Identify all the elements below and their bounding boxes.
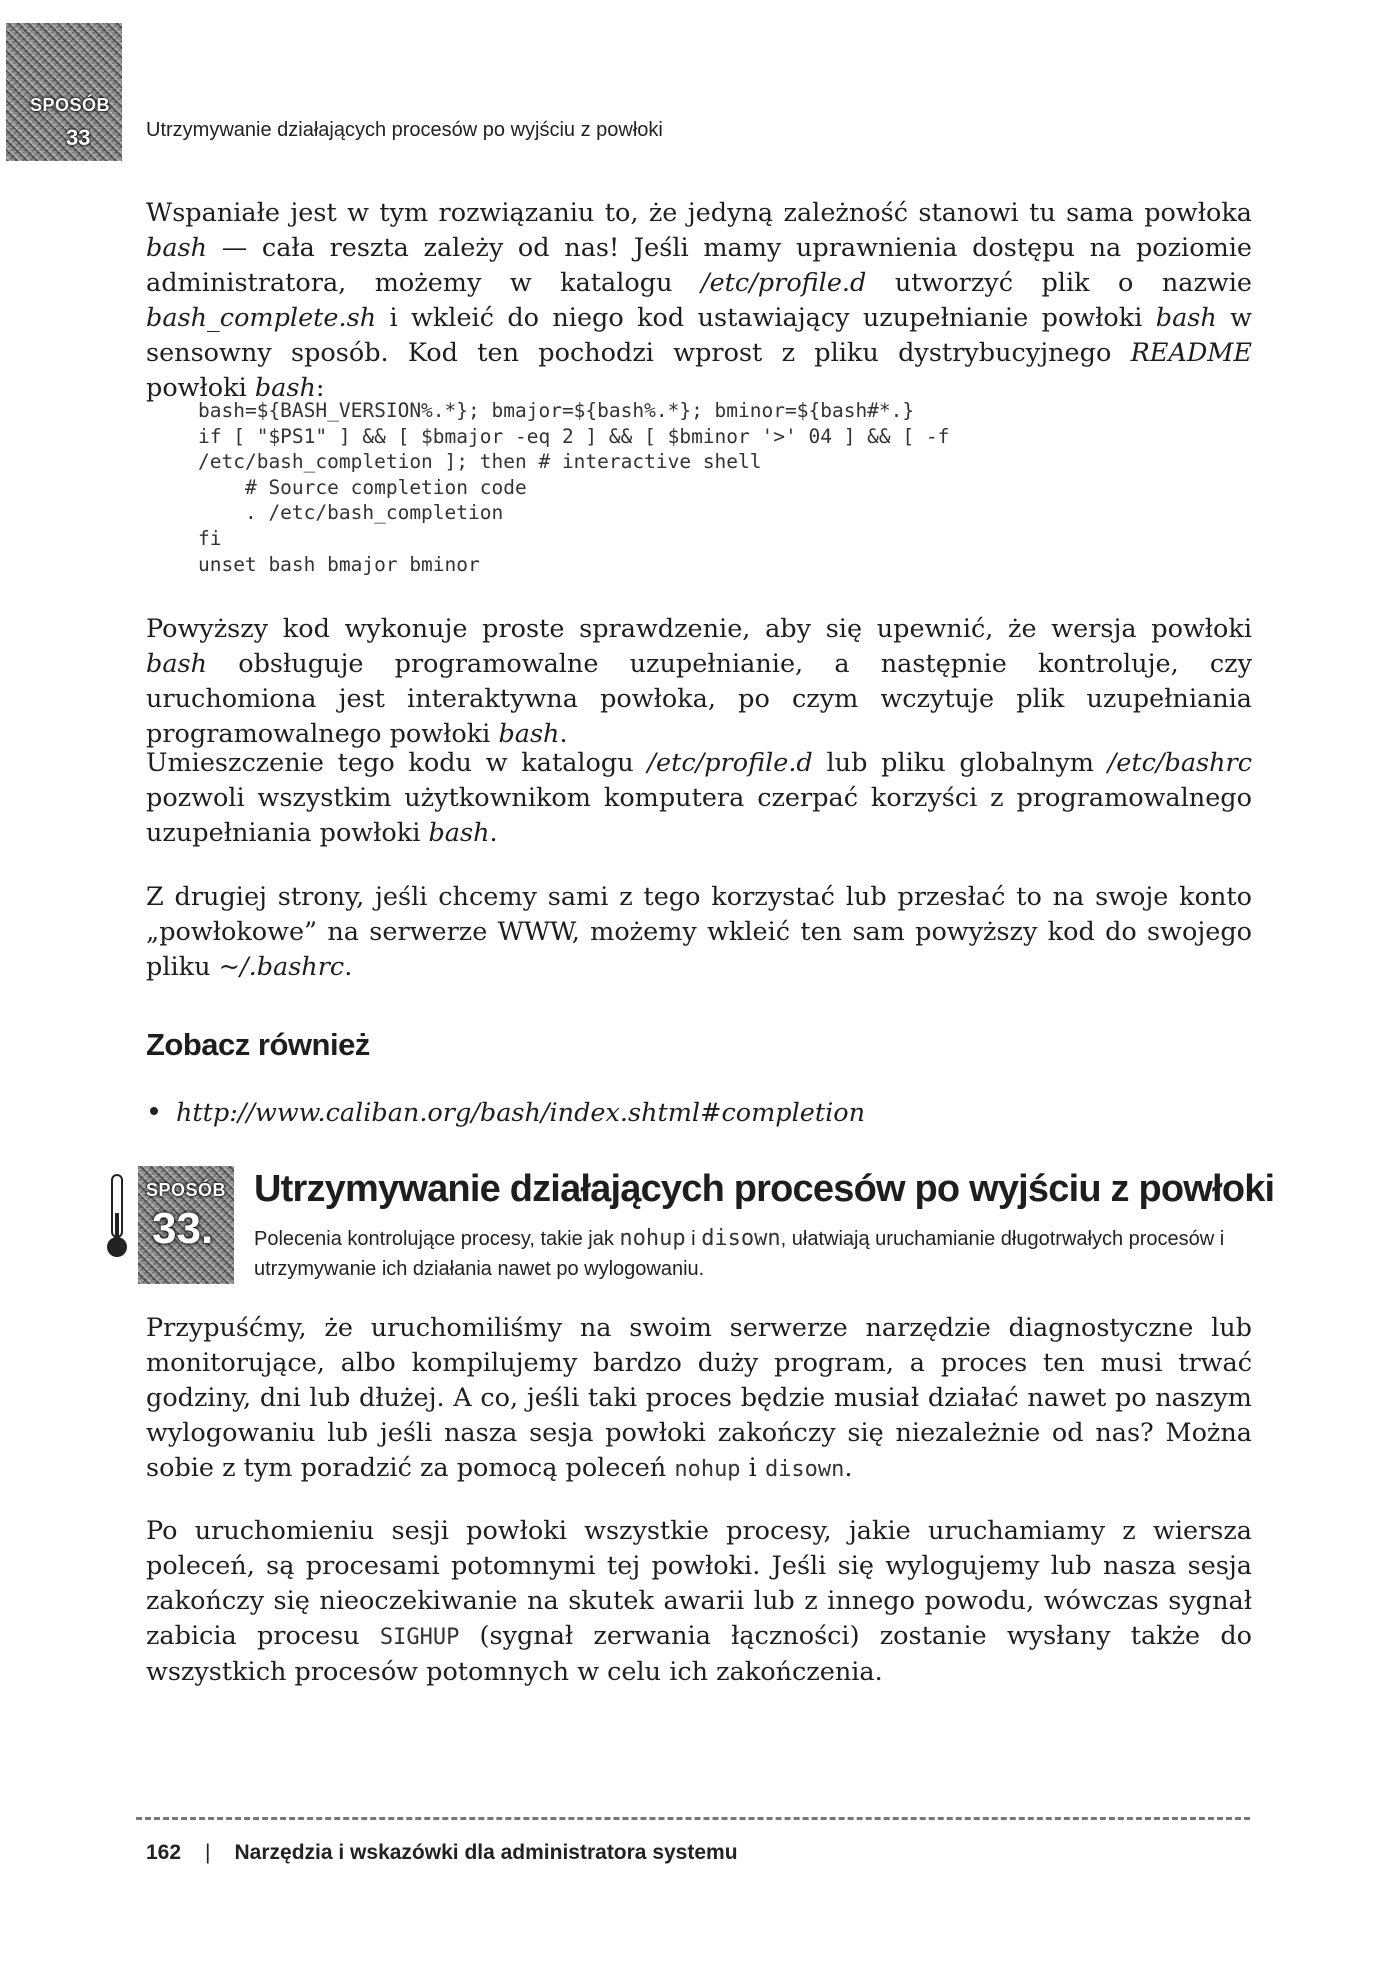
text-run: Przypuśćmy, że uruchomiliśmy na swoim serwerze narzędzie diagnostyczne lub monitorujące, albo kompilujemy bardzo duży program, a proces ten musi trwać godziny, dni lub dłużej. A co, jeśli taki proces będzie musiał działać nawet po naszym wylogowaniu lub jeśli nasza sesja powłoki zakończy się niezależnie od nas? Można sobie z tym poradzić za pomocą poleceń <box>146 1313 1252 1483</box>
list-item <box>150 1098 865 1128</box>
inline-code: disown <box>701 1226 781 1251</box>
thermometer-icon <box>106 1173 128 1263</box>
header-badge-label: SPOSÓB <box>30 95 111 115</box>
paragraph <box>146 612 1252 752</box>
text-run: Polecenia kontrolujące procesy, takie jak <box>254 1228 620 1250</box>
section-badge-number: 33. <box>152 1204 214 1253</box>
text-run: utworzyć plik o nazwie <box>866 268 1252 298</box>
italic-term: bash_complete.sh <box>146 303 377 333</box>
paragraph <box>146 196 1252 406</box>
text-run: . <box>559 719 568 749</box>
text-run: i wkleić do niego kod ustawiający uzupełnianie powłoki <box>376 303 1156 333</box>
text-run: — cała reszta zależy od nas! Jeśli mamy uprawnienia dostępu na poziomie administratora, możemy w katalogu <box>146 233 1252 298</box>
text-run: , ułatwiają uruchamianie długotrwałych procesów i utrzymywanie ich działania nawet po wylogowaniu. <box>254 1228 1225 1280</box>
header-badge-number: 33 <box>66 125 91 150</box>
text-run: i <box>740 1453 765 1483</box>
section-title: Utrzymywanie działających procesów po wyjściu z powłoki <box>254 1168 1275 1210</box>
text-run: . <box>844 1453 853 1483</box>
text-run: Umieszczenie tego kodu w katalogu <box>146 748 648 778</box>
text-run: Po uruchomieniu sesji powłoki wszystkie procesy, jakie uruchamiamy z wiersza poleceń, są procesami potomnymi tej powłoki. Jeśli się wylogujemy lub nasza sesja zakończy się nieoczekiwanie na skutek awarii lub z innego powodu, wówczas sygnał zabicia procesu <box>146 1516 1252 1651</box>
text-run: : <box>315 373 325 403</box>
text-run: . <box>489 818 498 848</box>
header-badge <box>6 23 122 161</box>
italic-term: bash <box>146 233 208 263</box>
footer-separator: | <box>205 1841 211 1864</box>
footer-divider <box>136 1817 1250 1820</box>
italic-term: bash <box>498 719 560 749</box>
see-also-heading: Zobacz również <box>146 1027 370 1062</box>
text-run: . <box>344 952 353 982</box>
inline-code: SIGHUP <box>379 1625 460 1650</box>
italic-term: bash <box>146 649 208 679</box>
text-run: Z drugiej strony, jeśli chcemy sami z tego korzystać lub przesłać to na swoje konto „powłokowe” na serwerze WWW, możemy wkleić ten sam powyższy kod do swojego pliku <box>146 882 1252 982</box>
paragraph <box>146 1514 1252 1690</box>
italic-term: README <box>1130 338 1252 368</box>
text-run: powłoki <box>146 373 255 403</box>
text-run: pozwoli wszystkim użytkownikom komputera czerpać korzyści z programowalnego uzupełniania powłoki <box>146 783 1252 848</box>
see-also-link[interactable]: http://www.caliban.org/bash/index.shtml#completion <box>176 1098 866 1128</box>
inline-code: nohup <box>619 1226 686 1251</box>
text-run: obsługuje programowalne uzupełnianie, a następnie kontroluje, czy uruchomiona jest interaktywna powłoka, po czym wczytuje plik uzupełniania programowalnego powłoki <box>146 649 1252 749</box>
text-run: i <box>685 1228 702 1250</box>
code-block: bash=${BASH_VERSION%.*}; bmajor=${bash%.*}; bminor=${bash#*.} if [ "$PS1" ] && [ $bmajor -eq 2 ] && [ $bminor '>' 04 ] && [ -f /etc/bash_completion ]; then # interactive shell # Source completion code . /etc/bash_completion fi unset bash bmajor bminor <box>198 399 950 576</box>
italic-term: /etc/profile.d <box>701 268 867 298</box>
text-run: Wspaniałe jest w tym rozwiązaniu to, że jedyną zależność stanowi tu sama powłoka <box>146 198 1252 228</box>
section-subtitle <box>254 1224 1254 1284</box>
section-badge-label: SPOSÓB <box>146 1180 227 1200</box>
italic-term: bash <box>428 818 490 848</box>
running-head: Utrzymywanie działających procesów po wyjściu z powłoki <box>146 119 663 141</box>
italic-term: ~/.bashrc <box>218 952 345 982</box>
bullet-dot-icon <box>150 1107 158 1115</box>
paragraph <box>146 1311 1252 1487</box>
italic-term: /etc/bashrc <box>1107 748 1252 778</box>
text-run: Powyższy kod wykonuje proste sprawdzenie, aby się upewnić, że wersja powłoki <box>146 614 1252 644</box>
italic-term: bash <box>1155 303 1217 333</box>
italic-term: bash <box>254 373 316 403</box>
footer <box>146 1841 738 1865</box>
text-run: (sygnał zerwania łączności) zostanie wysłany także do wszystkich procesów potomnych w celu ich zakończenia. <box>146 1621 1252 1687</box>
book-title: Narzędzia i wskazówki dla administratora systemu <box>234 1841 738 1864</box>
section-badge <box>138 1166 234 1284</box>
text-run: lub pliku globalnym <box>812 748 1108 778</box>
text-run: w sensowny sposób. Kod ten pochodzi wprost z pliku dystrybucyjnego <box>146 303 1252 368</box>
inline-code: nohup <box>674 1457 741 1482</box>
page-number: 162 <box>146 1841 182 1864</box>
paragraph <box>146 880 1252 985</box>
paragraph <box>146 746 1252 851</box>
italic-term: /etc/profile.d <box>647 748 813 778</box>
inline-code: disown <box>764 1457 845 1482</box>
